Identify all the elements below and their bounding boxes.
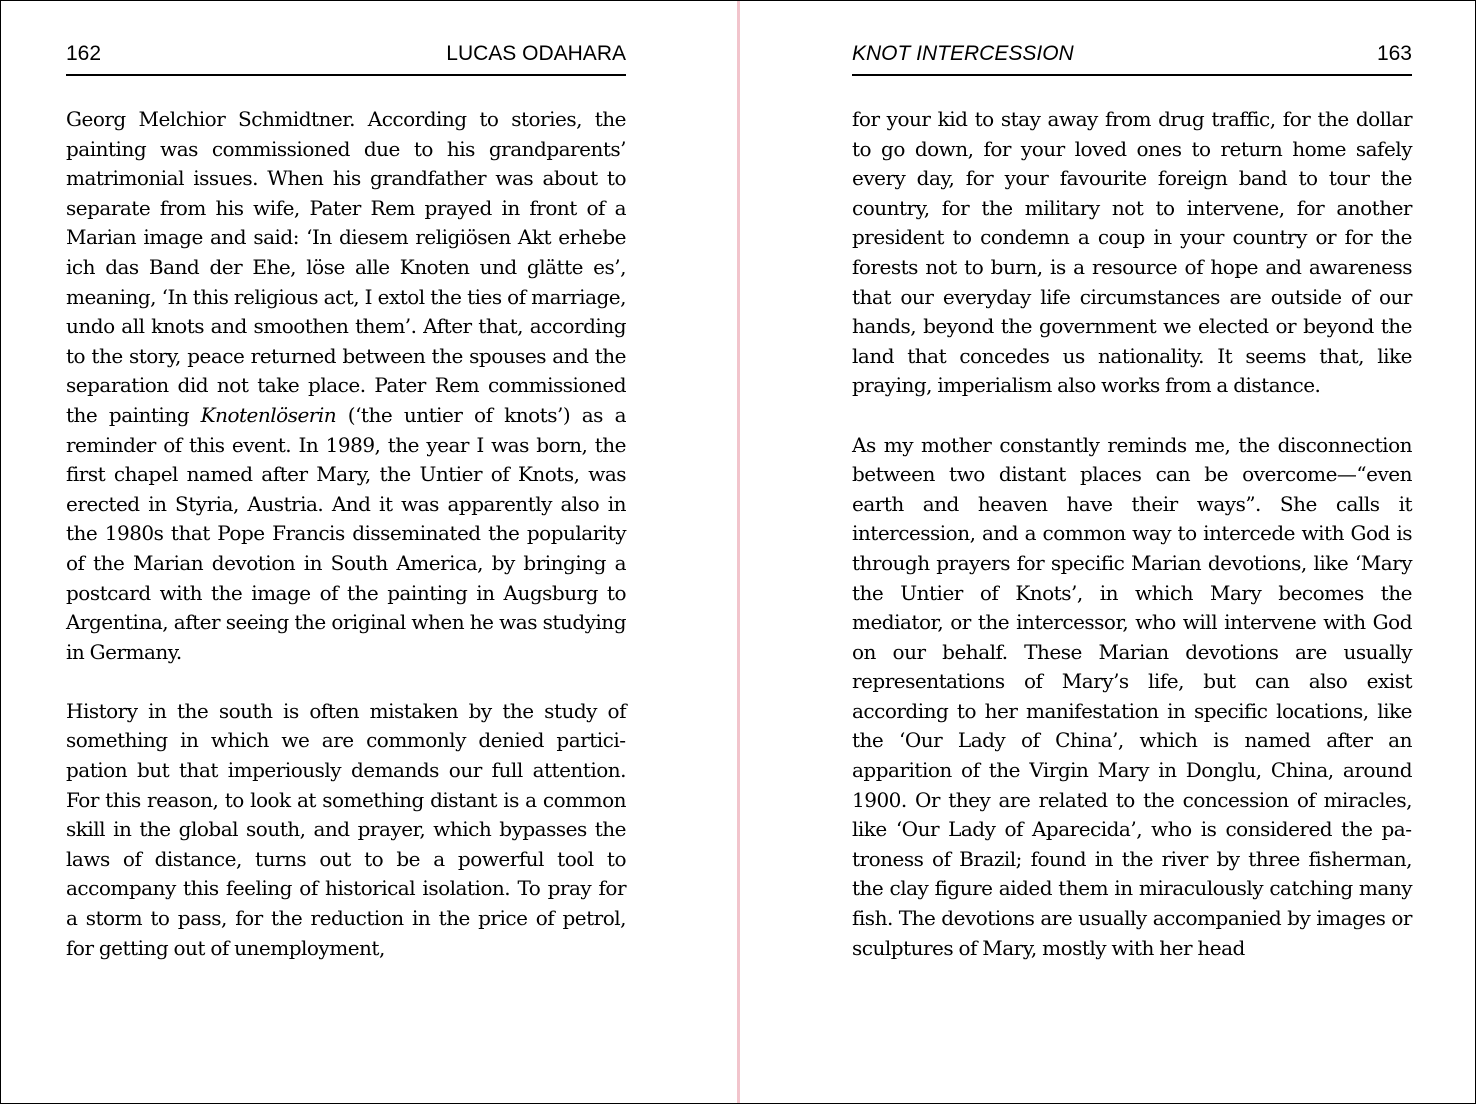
right-body-text	[852, 105, 1412, 963]
right-running-head	[852, 41, 1412, 76]
right-page-number: 163	[1376, 42, 1412, 65]
left-paragraph-1	[66, 105, 626, 667]
right-paragraph-1: for your kid to stay away from drug traffic, for the dollar to go down, for your loved ones to return home safely every day, for your favourite foreign band to tour the country, for the military not to intervene, for another president to condemn a coup in your country or for the forests not to burn, is a resource of hope and awareness that our everyday life circumstances are outside of our hands, beyond the government we elected or beyond the land that concedes us nationality. It seems that, like praying, imperialism also works from a distance.	[852, 107, 1412, 398]
painting-title: Knotenlöserin	[200, 402, 337, 427]
book-gutter	[737, 1, 740, 1103]
left-paragraph-2: History in the south is often mistaken by the study of something in which we are commonly denied participation but that imperiously demands our full attention. For this reason, to look at something distant is a common skill in the global south, and prayer, which bypasses the laws of distance, turns out to be a powerful tool to accompany this feeling of historical isolation. To pray for a storm to pass, for the reduction in the price of petrol, for getting out of unemployment,	[66, 698, 626, 960]
right-paragraph-2: As my mother constantly reminds me, the disconnection between two distant places can be overcome—“even earth and heaven have their ways”. She calls it intercession, and a common way to intercede with God is through prayers for specific Marian devotions, like ‘Mary the Untier of Knots’, in which Mary becomes the mediator, or the intercessor, who will intervene with God on our behalf. These Marian devotions are usually representations of Mary’s life, but can also exist according to her manifestation in specific locations, like the ‘Our Lady of China’, which is named after an apparition of the Virgin Mary in Donglu, China, around 1900. Or they are related to the concession of miracles, like ‘Our Lady of Aparecida’, who is considered the patroness of Brazil; found in the river by three fisherman, the clay figure aided them in miraculously catching many fish. The devotions are usually accompanied by images or sculptures of Mary, mostly with her head	[852, 432, 1412, 960]
left-body-text	[66, 105, 626, 963]
right-running-title: KNOT INTERCESSION	[852, 42, 1074, 65]
left-running-head	[66, 41, 626, 76]
left-running-title: LUCAS ODAHARA	[446, 42, 626, 65]
left-paragraph-1-after: (‘the untier of knots’) as a reminder of this event. In 1989, the year I was born, the first chapel named after Mary, the Untier of Knots, was erected in Styria, Austria. And it was apparently also in the 1980s that Pope Francis disseminated the popularity of the Marian devotion in South America, by bringing a postcard with the image of the painting in Augsburg to Argentina, after seeing the original when he was studying in Germany.	[66, 402, 626, 664]
left-paragraph-1-before: Georg Melchior Schmidtner. According to stories, the painting was commissioned due to his grandparents’ matrimonial issues. When his grandfather was about to separate from his wife, Pater Rem prayed in front of a Marian image and said: ‘In diesem religiösen Akt erhebe ich das Band der Ehe, löse alle Knoten und glätte es’, meaning, ‘In this religious act, I extol the ties of marriage, undo all knots and smoothen them’. After that, according to the story, peace returned between the spouses and the separation did not take place. Pater Rem commissioned the painting	[66, 107, 626, 427]
left-page-number: 162	[66, 42, 102, 65]
